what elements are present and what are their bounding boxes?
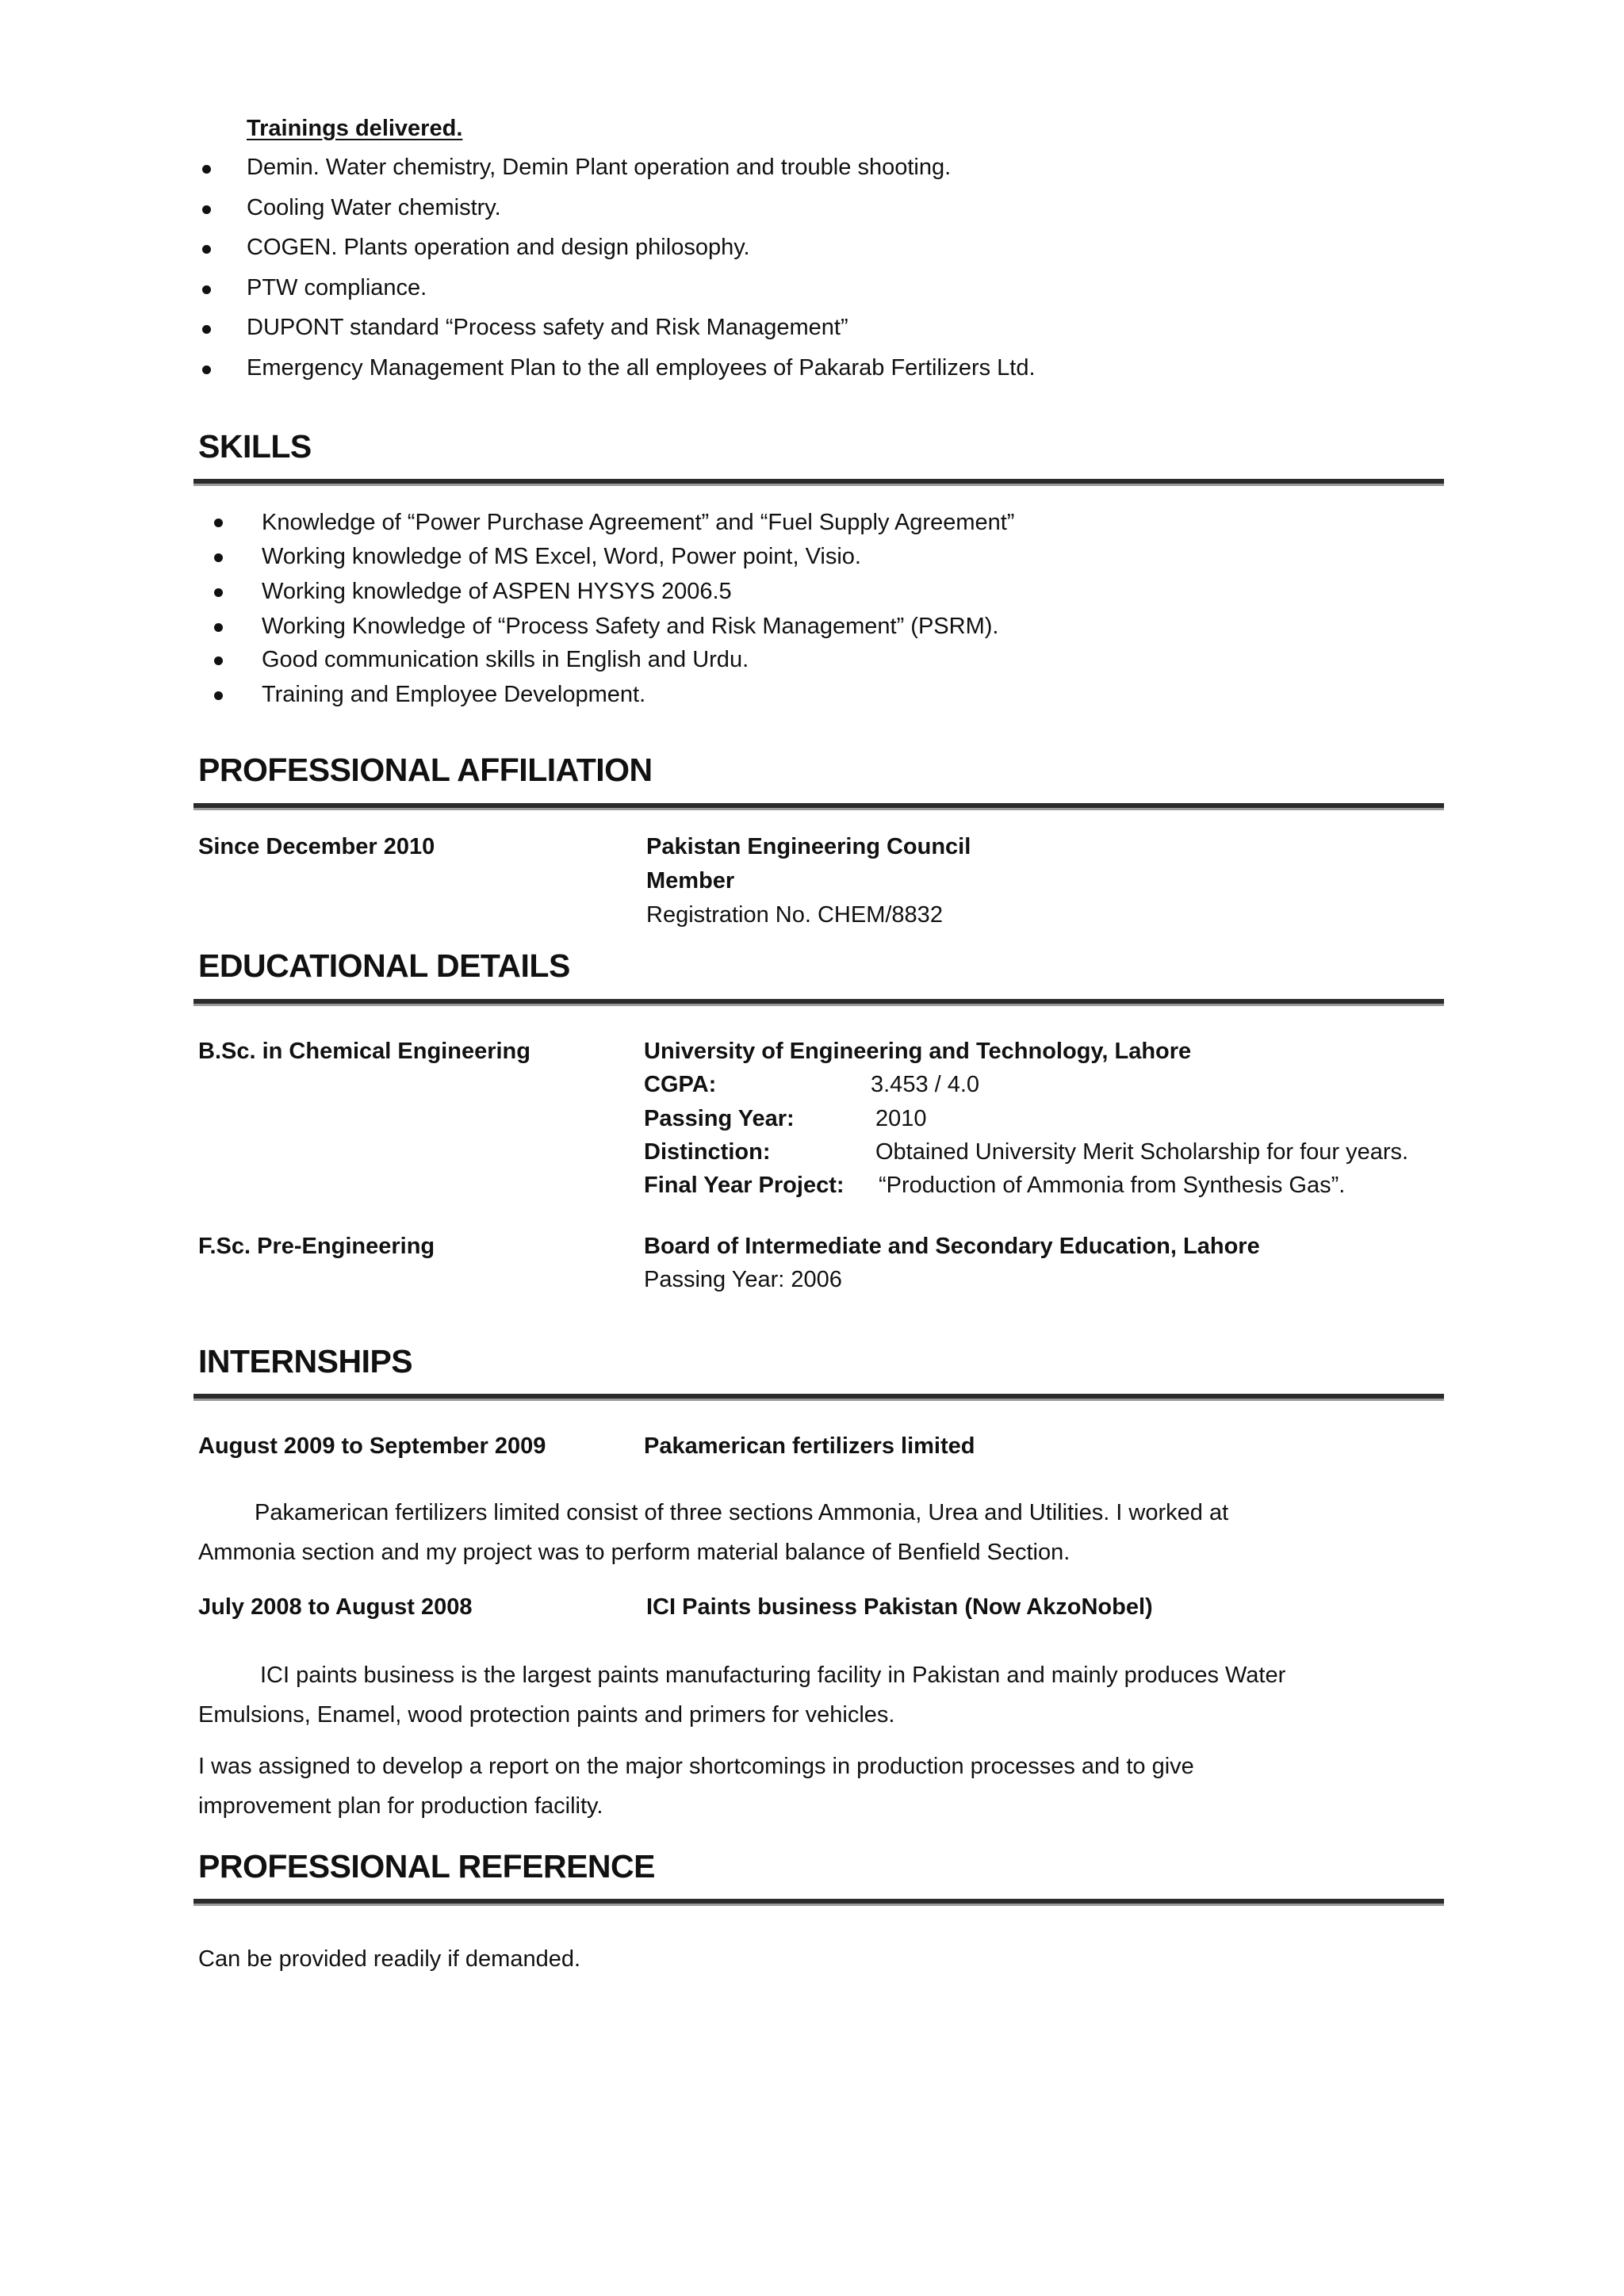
affiliation-registration: Registration No. CHEM/8832 [646, 902, 943, 928]
section-divider [193, 479, 1444, 486]
bullet-icon [214, 519, 223, 527]
internship-description: Ammonia section and my project was to perform material balance of Benfield Section. [198, 1540, 1071, 1565]
affiliation-org: Pakistan Engineering Council [646, 834, 971, 859]
skill-item: Training and Employee Development. [262, 682, 646, 707]
bullet-icon [202, 285, 211, 294]
internship-company: Pakamerican fertilizers limited [644, 1433, 975, 1459]
bullet-icon [214, 691, 223, 700]
trainings-heading: Trainings delivered. [247, 116, 463, 141]
internship-description: Pakamerican fertilizers limited consist of three sections Ammonia, Urea and Utilities. I worked at [255, 1500, 1229, 1525]
skills-heading: SKILLS [198, 428, 312, 465]
skill-item: Good communication skills in English and Urdu. [262, 647, 749, 672]
internship-period: July 2008 to August 2008 [198, 1594, 473, 1620]
bullet-icon [214, 623, 223, 632]
skill-item: Knowledge of “Power Purchase Agreement” and “Fuel Supply Agreement” [262, 510, 1015, 535]
affiliation-since: Since December 2010 [198, 834, 435, 859]
section-divider [193, 1394, 1444, 1401]
internship-period: August 2009 to September 2009 [198, 1433, 546, 1459]
distinction-value: Obtained University Merit Scholarship for four years. [875, 1139, 1409, 1165]
fsc-degree: F.Sc. Pre-Engineering [198, 1234, 435, 1259]
bullet-icon [202, 165, 211, 174]
reference-heading: PROFESSIONAL REFERENCE [198, 1848, 655, 1885]
education-heading: EDUCATIONAL DETAILS [198, 947, 570, 984]
internship-company: ICI Paints business Pakistan (Now AkzoNobel) [646, 1594, 1153, 1620]
fsc-institution: Board of Intermediate and Secondary Education, Lahore [644, 1234, 1260, 1259]
section-divider [193, 803, 1444, 810]
training-item: COGEN. Plants operation and design philosophy. [247, 235, 750, 260]
skill-item: Working knowledge of MS Excel, Word, Power point, Visio. [262, 544, 861, 569]
affiliation-role: Member [646, 868, 735, 894]
internship-description: improvement plan for production facility. [198, 1793, 603, 1819]
internship-description: ICI paints business is the largest paints manufacturing facility in Pakistan and mainly produces Water [260, 1663, 1286, 1688]
bsc-institution: University of Engineering and Technology, Lahore [644, 1039, 1192, 1064]
training-item: Demin. Water chemistry, Demin Plant operation and trouble shooting. [247, 155, 952, 180]
internship-description: I was assigned to develop a report on the major shortcomings in production processes and to give [198, 1754, 1194, 1779]
skill-item: Working knowledge of ASPEN HYSYS 2006.5 [262, 579, 732, 604]
bullet-icon [202, 205, 211, 214]
bullet-icon [214, 656, 223, 665]
internship-description: Emulsions, Enamel, wood protection paints and primers for vehicles. [198, 1702, 895, 1728]
training-item: Emergency Management Plan to the all employees of Pakarab Fertilizers Ltd. [247, 355, 1036, 381]
internships-heading: INTERNSHIPS [198, 1343, 413, 1380]
bullet-icon [214, 553, 223, 562]
bullet-icon [202, 365, 211, 374]
affiliation-heading: PROFESSIONAL AFFILIATION [198, 752, 653, 788]
section-divider [193, 999, 1444, 1006]
cgpa-value: 3.453 / 4.0 [871, 1072, 980, 1097]
section-divider [193, 1899, 1444, 1906]
training-item: Cooling Water chemistry. [247, 195, 501, 220]
project-label: Final Year Project: [644, 1173, 845, 1198]
distinction-label: Distinction: [644, 1139, 771, 1165]
cgpa-label: CGPA: [644, 1072, 717, 1097]
reference-text: Can be provided readily if demanded. [198, 1946, 581, 1972]
project-value: “Production of Ammonia from Synthesis Gas”. [879, 1173, 1346, 1198]
passing-year-value: 2010 [875, 1106, 927, 1131]
bullet-icon [202, 245, 211, 254]
bsc-degree: B.Sc. in Chemical Engineering [198, 1039, 530, 1064]
passing-year-label: Passing Year: [644, 1106, 795, 1131]
bullet-icon [214, 588, 223, 597]
training-item: DUPONT standard “Process safety and Risk Management” [247, 315, 848, 340]
fsc-passing-year: Passing Year: 2006 [644, 1267, 842, 1292]
skill-item: Working Knowledge of “Process Safety and Risk Management” (PSRM). [262, 614, 999, 639]
training-item: PTW compliance. [247, 275, 427, 300]
bullet-icon [202, 325, 211, 334]
